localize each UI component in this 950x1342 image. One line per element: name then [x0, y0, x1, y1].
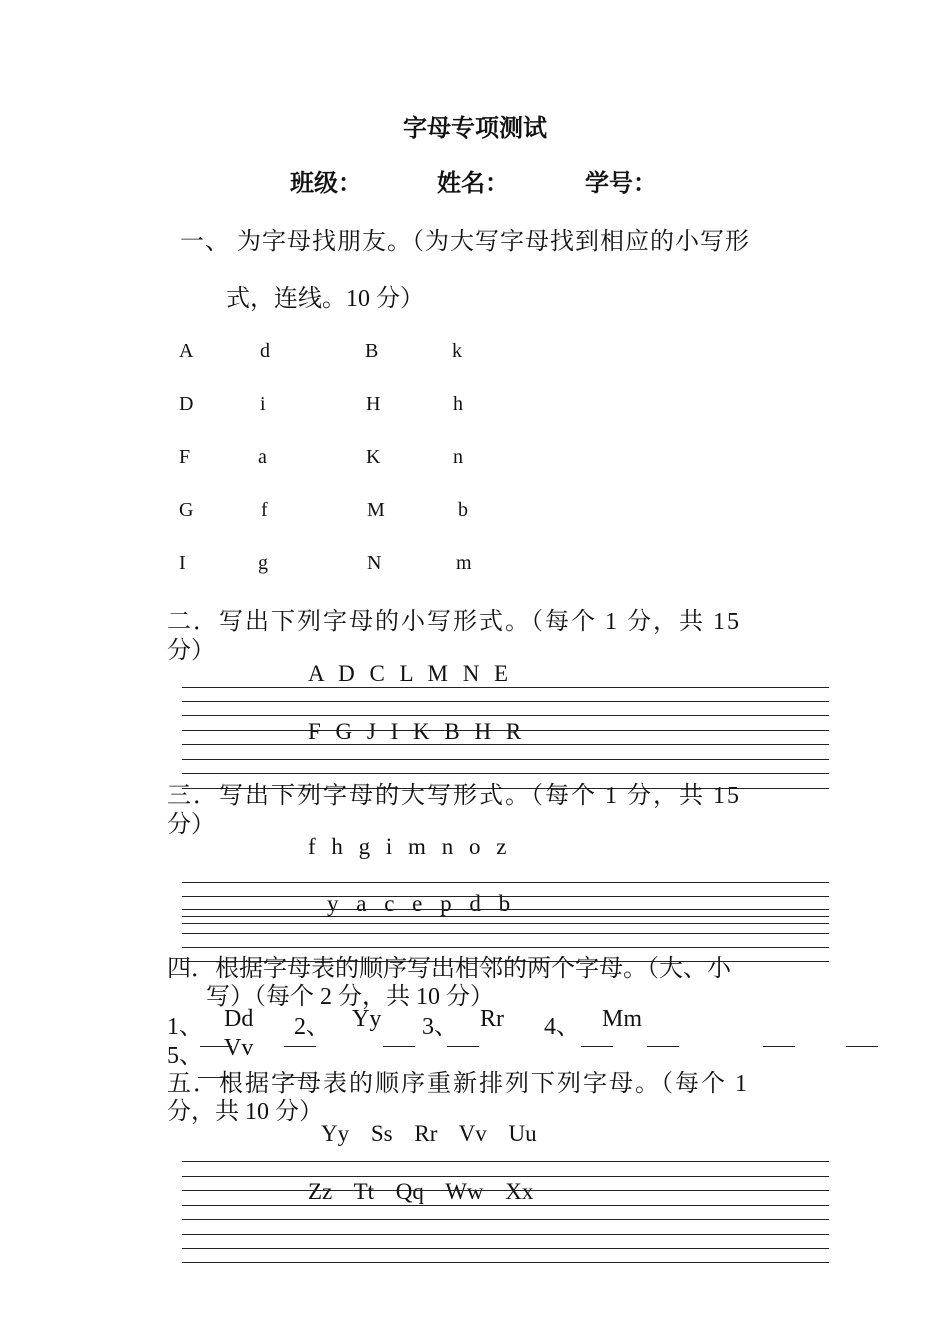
section3-heading-line2: 分） [167, 812, 215, 838]
section4-heading-line2: 写）（每个 2 分，共 10 分） [206, 984, 494, 1010]
match-upper-item[interactable]: D [179, 393, 194, 415]
match-upper-item[interactable]: A [179, 340, 194, 362]
match-lower-item[interactable]: h [453, 393, 463, 415]
item-number: 3、 [422, 1014, 458, 1040]
class-label: 班级： [290, 171, 362, 197]
match-lower-item[interactable]: f [261, 499, 268, 521]
item-letter: Mm [602, 1006, 643, 1032]
item-number: 2、 [294, 1014, 330, 1040]
match-lower-item[interactable]: g [258, 552, 268, 574]
match-lower-item[interactable]: i [260, 393, 266, 415]
match-lower-item[interactable]: k [452, 340, 462, 362]
match-lower-item[interactable]: d [260, 340, 270, 362]
name-label: 姓名： [437, 171, 509, 197]
item-number: 5、 [167, 1043, 203, 1069]
item-number: 1、 [167, 1014, 203, 1040]
match-upper-item[interactable]: K [366, 446, 381, 468]
match-upper-item[interactable]: I [179, 552, 186, 574]
match-lower-item[interactable]: b [458, 499, 468, 521]
item-letter: Rr [480, 1006, 504, 1032]
section2-heading-line2: 分） [167, 638, 215, 664]
match-lower-item[interactable]: m [456, 552, 472, 574]
section5-heading-line1: 五．根据字母表的顺序重新排列下列字母。（每个 1 [167, 1071, 749, 1097]
section5-heading-line2: 分，共 10 分） [167, 1099, 323, 1125]
match-upper-item[interactable]: B [365, 340, 379, 362]
match-lower-item[interactable]: n [453, 446, 463, 468]
section2-letters-row1: A D C L M N E [308, 661, 509, 686]
page-title: 字母专项测试 [403, 116, 547, 142]
section3-letters-row2: y a c e p d b [327, 891, 511, 916]
section1-heading-line2: 式，连线。10 分） [226, 286, 424, 312]
match-upper-item[interactable]: N [367, 552, 382, 574]
item-letter: Yy [352, 1006, 382, 1032]
section4-heading-line1: 四．根据字母表的顺序写出相邻的两个字母。（大、小 [167, 956, 731, 982]
match-upper-item[interactable]: F [179, 446, 191, 468]
section2-heading-line1: 二．写出下列字母的小写形式。（每个 1 分，共 15 [167, 609, 741, 635]
section1-heading-line1: 一、 为字母找朋友。（为大写字母找到相应的小写形 [180, 229, 750, 255]
match-upper-item[interactable]: M [367, 499, 385, 521]
student-number-label: 学号： [585, 171, 657, 197]
match-lower-item[interactable]: a [258, 446, 267, 468]
section3-letters-row1: f h g i m n o z [308, 834, 507, 859]
section2-letters-row2: F G J I K B H R [308, 719, 522, 744]
item-number: 4、 [544, 1014, 580, 1040]
item-letter: Vv [224, 1035, 254, 1061]
match-upper-item[interactable]: H [366, 393, 381, 415]
item-letter: Dd [224, 1006, 254, 1032]
section5-letters-row2: Zz Tt Qq Ww Xx [308, 1179, 534, 1204]
section3-heading-line1: 三．写出下列字母的大写形式。（每个 1 分，共 15 [167, 783, 741, 809]
match-upper-item[interactable]: G [179, 499, 194, 521]
section5-letters-row1: Yy Ss Rr Vv Uu [321, 1121, 537, 1146]
